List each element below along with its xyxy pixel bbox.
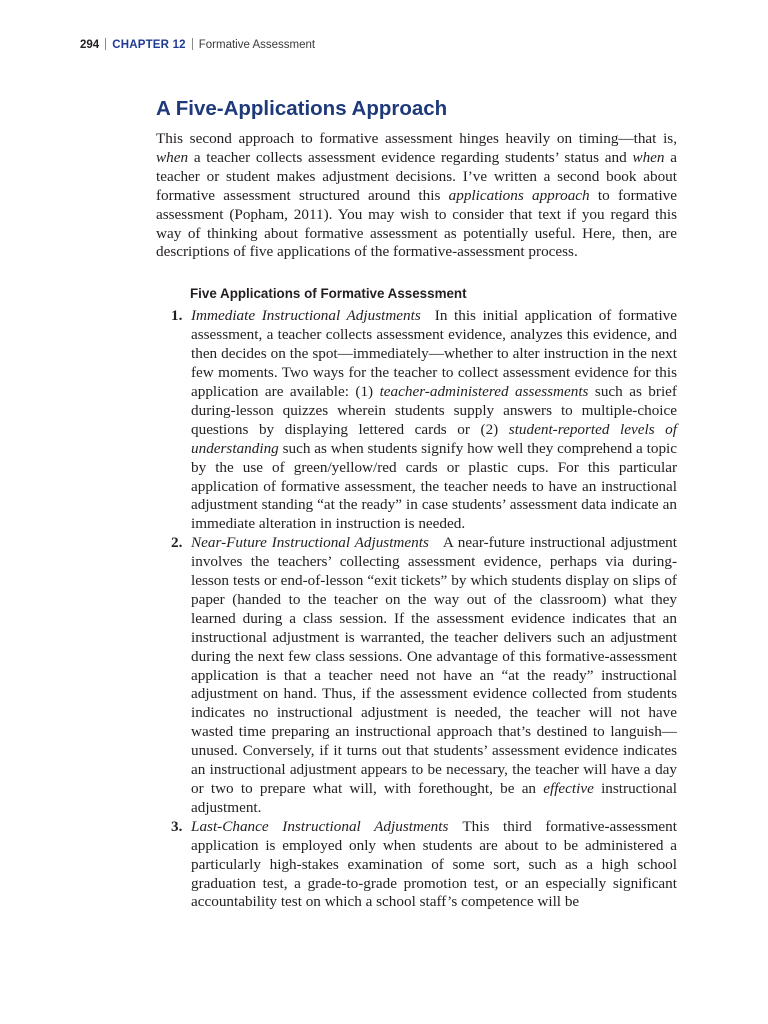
item-text: instructional adjustment. bbox=[191, 780, 677, 816]
item-title: Last-Chance Instructional Adjustments bbox=[191, 817, 449, 835]
list-item bbox=[156, 534, 677, 818]
intro-text: to formative assessment (Popham, 2011). You may wish to consider that text if you regard this way of thinking about formative assessment as potentially useful. Here, then, are descriptions of five applications of the formative-assessment process. bbox=[156, 186, 677, 261]
item-number: 1. bbox=[171, 307, 183, 325]
item-text: A near-future instructional adjustment involves the teachers’ collecting assessment evidence, perhaps via during-lesson tests or end-of-lesson “exit tickets” by which students display on slips of paper (handed to the teacher on the way out of the classroom) what they learned during a class session. If the assessment evidence indicates that an instructional adjustment is warranted, the teacher delivers such an adjustment during the next few class sessions. One advantage of this formative-assessment application is that a teacher need not have an “at the ready” instructional adjustment on hand. Thus, if the assessment evidence collected from students indicates no instructional adjustment is needed, the teacher will not have wasted time preparing an instructional approach that’s destined to languish—unused. Conversely, if it turns out that students’ assessment evidence indicates an instructional adjustment appears to be necessary, the teacher will have a day or two to prepare what will, with forethought, be an bbox=[191, 534, 677, 797]
chapter-title: Formative Assessment bbox=[198, 39, 316, 51]
list-heading: Five Applications of Formative Assessment bbox=[190, 286, 467, 302]
item-text: such as when students signify how well they comprehend a topic by the use of green/yellow/red cards or plastic cups. For this particular application of formative assessment, the teacher needs to have an instructional adjustment standing “at the ready” in case students’ assessment data indicate an immediate alteration in instruction is needed. bbox=[191, 439, 677, 533]
page-content bbox=[156, 96, 677, 912]
item-text: such as brief during-lesson quizzes wherein students supply answers to multiple-choice questions by displaying lettered cards or (2) bbox=[191, 382, 677, 438]
item-emphasis: student-reported levels of understanding bbox=[191, 420, 677, 457]
chapter-label: CHAPTER 12 bbox=[112, 39, 186, 51]
item-text: This third formative-assessment application is employed only when students are about to be administered a particularly high-stakes examination of some sort, such as a high school graduation test, a grade-to-grade promotion test, or an especially significant accountability test on which a school staff’s competence will be bbox=[191, 817, 677, 911]
header-divider bbox=[105, 38, 106, 50]
intro-emphasis: when bbox=[156, 148, 189, 166]
page-number: 294 bbox=[80, 39, 100, 51]
section-title: A Five-Applications Approach bbox=[156, 97, 448, 120]
intro-paragraph bbox=[156, 130, 677, 262]
applications-list bbox=[156, 307, 677, 912]
item-title: Immediate Instructional Adjustments bbox=[191, 307, 421, 325]
item-text: In this initial application of formative assessment, a teacher collects assessment evidence, analyzes this evidence, and then decides on the spot—immediately—whether to alter instruction in the next few moments. Two ways for the teacher to collect assessment evidence for this application are available: (1) bbox=[191, 307, 677, 400]
list-item bbox=[156, 307, 677, 534]
intro-emphasis: when bbox=[632, 148, 665, 166]
header-divider bbox=[192, 38, 193, 50]
item-emphasis: teacher-administered assessments bbox=[379, 382, 589, 400]
running-head bbox=[80, 38, 315, 52]
intro-text: a teacher or student makes adjustment decisions. I’ve written a second book about formative assessment structured around this bbox=[156, 148, 677, 204]
item-title: Near-Future Instructional Adjustments bbox=[191, 534, 429, 552]
intro-text: a teacher collects assessment evidence regarding students’ status and bbox=[188, 148, 633, 166]
item-number: 2. bbox=[171, 534, 183, 552]
list-item bbox=[156, 818, 677, 913]
item-number: 3. bbox=[171, 817, 183, 835]
intro-emphasis: applications approach bbox=[448, 186, 590, 204]
intro-text: This second approach to formative assessment hinges heavily on timing—that is, bbox=[156, 130, 677, 147]
item-emphasis: effective bbox=[543, 780, 594, 797]
